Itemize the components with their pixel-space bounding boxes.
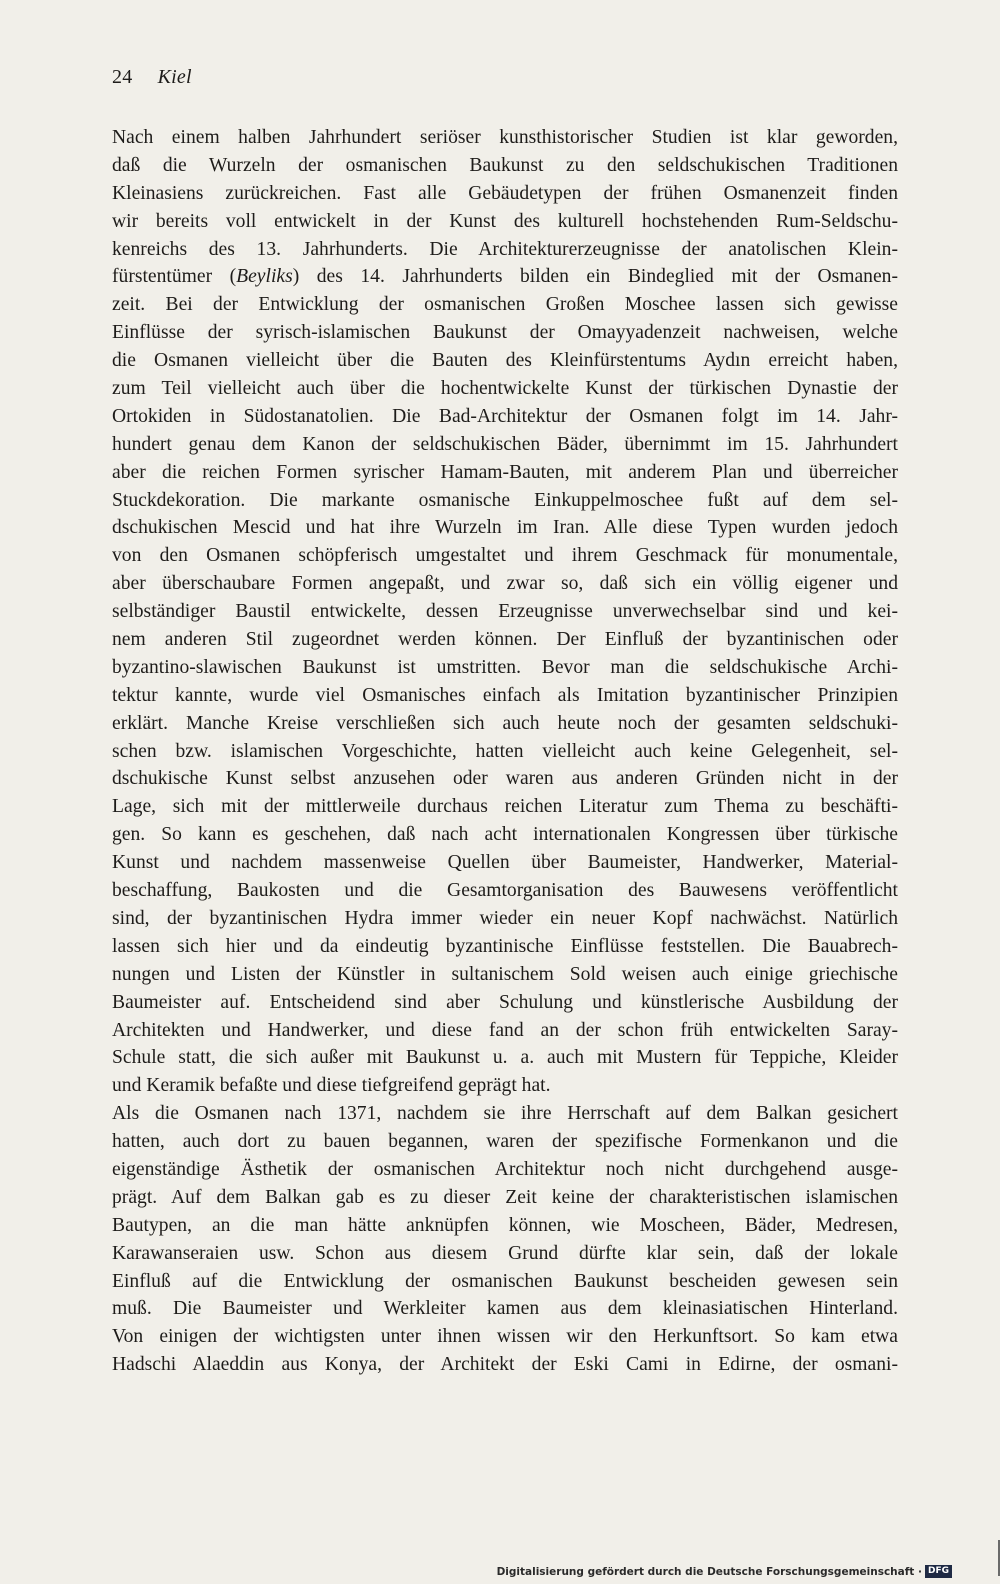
text-line: aber überschaubare Formen angepaßt, und zwar so, daß sich ein völlig eigener und — [112, 573, 898, 595]
text-line: Karawanseraien usw. Schon aus diesem Grund dürfte klar sein, daß der lokale — [112, 1242, 898, 1264]
text-line: dschukischen Mescid und hat ihre Wurzeln im Iran. Alle diese Typen wurden jedoch — [112, 517, 898, 539]
text-line: eigenständige Ästhetik der osmanischen Architektur noch nicht durchgehend ausge- — [112, 1158, 898, 1180]
text-line: kenreichs des 13. Jahrhunderts. Die Architekturerzeugnisse der anatolischen Klein- — [112, 238, 898, 260]
text-line: dschukische Kunst selbst anzusehen oder waren aus anderen Gründen nicht in der — [112, 768, 898, 790]
text-line: Kleinasiens zurückreichen. Fast alle Gebäudetypen der frühen Osmanenzeit finden — [112, 182, 898, 204]
digitization-credit — [497, 1565, 952, 1578]
text-line: selbständiger Baustil entwickelte, dessen Erzeugnisse unverwechselbar sind und kei- — [112, 601, 898, 623]
text-line: byzantino-slawischen Baukunst ist umstritten. Bevor man die seldschukische Archi- — [112, 656, 898, 678]
text-line: die Osmanen vielleicht über die Bauten des Kleinfürstentums Aydın erreicht haben, — [112, 350, 898, 372]
text-line: fürstentümer (Beyliks) des 14. Jahrhunderts bilden ein Bindeglied mit der Osmanen- — [112, 266, 898, 288]
text-line: daß die Wurzeln der osmanischen Baukunst zu den seldschukischen Traditionen — [112, 154, 898, 176]
text-line: hundert genau dem Kanon der seldschukischen Bäder, übernimmt im 15. Jahrhundert — [112, 433, 898, 455]
text-line: Einflüsse der syrisch-islamischen Baukunst der Omayyadenzeit nachweisen, welche — [112, 322, 898, 344]
text-line: muß. Die Baumeister und Werkleiter kamen aus dem kleinasiatischen Hinterland. — [112, 1298, 898, 1320]
credit-text: Digitalisierung gefördert durch die Deutsche Forschungsgemeinschaft · — [496, 1565, 922, 1578]
text-line: tektur kannte, wurde viel Osmanisches einfach als Imitation byzantinischer Prinzipien — [112, 684, 898, 706]
text-line: nungen und Listen der Künstler in sultanischem Sold weisen auch einige griechische — [112, 963, 898, 985]
text-line: Lage, sich mit der mittlerweile durchaus reichen Literatur zum Thema zu beschäfti- — [112, 796, 898, 818]
text-line: Ortokiden in Südostanatolien. Die Bad-Architektur der Osmanen folgt im 14. Jahr- — [112, 405, 898, 427]
text-line: beschaffung, Baukosten und die Gesamtorganisation des Bauwesens veröffentlicht — [112, 880, 898, 902]
text-line: Stuckdekoration. Die markante osmanische Einkuppelmoschee fußt auf dem sel- — [112, 489, 898, 511]
text-line: von den Osmanen schöpferisch umgestaltet und ihrem Geschmack für monumentale, — [112, 545, 898, 567]
text-line: Schule statt, die sich außer mit Baukunst u. a. auch mit Mustern für Teppiche, Kleider — [112, 1047, 898, 1069]
text-line: Baumeister auf. Entscheidend sind aber Schulung und künstlerische Ausbildung der — [112, 991, 898, 1013]
page-header — [112, 66, 192, 89]
text-line: zum Teil vielleicht auch über die hochentwickelte Kunst der türkischen Dynastie der — [112, 378, 898, 400]
page-number: 24 — [112, 66, 133, 88]
dfg-logo: DFG — [925, 1565, 952, 1578]
text-line: wir bereits voll entwickelt in der Kunst des kulturell hochstehenden Rum-Seldschu- — [112, 210, 898, 232]
italic-term: Beyliks — [236, 266, 293, 288]
text-line: zeit. Bei der Entwicklung der osmanischen Großen Moschee lassen sich gewisse — [112, 294, 898, 316]
text-line: nem anderen Stil zugeordnet werden können. Der Einfluß der byzantinischen oder — [112, 629, 898, 651]
text-line: Bautypen, an die man hätte anknüpfen können, wie Moscheen, Bäder, Medresen, — [112, 1214, 898, 1236]
text-line: sind, der byzantinischen Hydra immer wieder ein neuer Kopf nachwächst. Natürlich — [112, 907, 898, 929]
text-line-paragraph-end: und Keramik befaßte und diese tiefgreifend geprägt hat. — [112, 1075, 551, 1097]
body-text — [112, 124, 898, 1379]
text-line: Von einigen der wichtigsten unter ihnen wissen wir den Herkunftsort. So kam etwa — [112, 1326, 898, 1348]
text-line: erklärt. Manche Kreise verschließen sich auch heute noch der gesamten seldschuki- — [112, 712, 898, 734]
text-line: schen bzw. islamischen Vorgeschichte, hatten vielleicht auch keine Gelegenheit, sel- — [112, 740, 898, 762]
text-line: gen. So kann es geschehen, daß nach acht internationalen Kongressen über türkische — [112, 824, 898, 846]
running-head: Kiel — [157, 66, 192, 88]
text-line: Einfluß auf die Entwicklung der osmanischen Baukunst bescheiden gewesen sein — [112, 1270, 898, 1292]
text-line: aber die reichen Formen syrischer Hamam-Bauten, mit anderem Plan und überreicher — [112, 461, 898, 483]
text-line: hatten, auch dort zu bauen begannen, waren der spezifische Formenkanon und die — [112, 1131, 898, 1153]
text-line: Hadschi Alaeddin aus Konya, der Architekt der Eski Cami in Edirne, der osmani- — [112, 1354, 898, 1376]
text-line: prägt. Auf dem Balkan gab es zu dieser Zeit keine der charakteristischen islamischen — [112, 1186, 898, 1208]
text-line: Nach einem halben Jahrhundert seriöser kunsthistorischer Studien ist klar geworden, — [112, 127, 898, 148]
text-line: lassen sich hier und da eindeutig byzantinische Einflüsse feststellen. Die Bauabrech- — [112, 935, 898, 957]
text-line: Architekten und Handwerker, und diese fand an der schon früh entwickelten Saray- — [112, 1019, 898, 1041]
text-line: Als die Osmanen nach 1371, nachdem sie ihre Herrschaft auf dem Balkan gesichert — [112, 1103, 898, 1125]
text-line: Kunst und nachdem massenweise Quellen über Baumeister, Handwerker, Material- — [112, 852, 898, 874]
